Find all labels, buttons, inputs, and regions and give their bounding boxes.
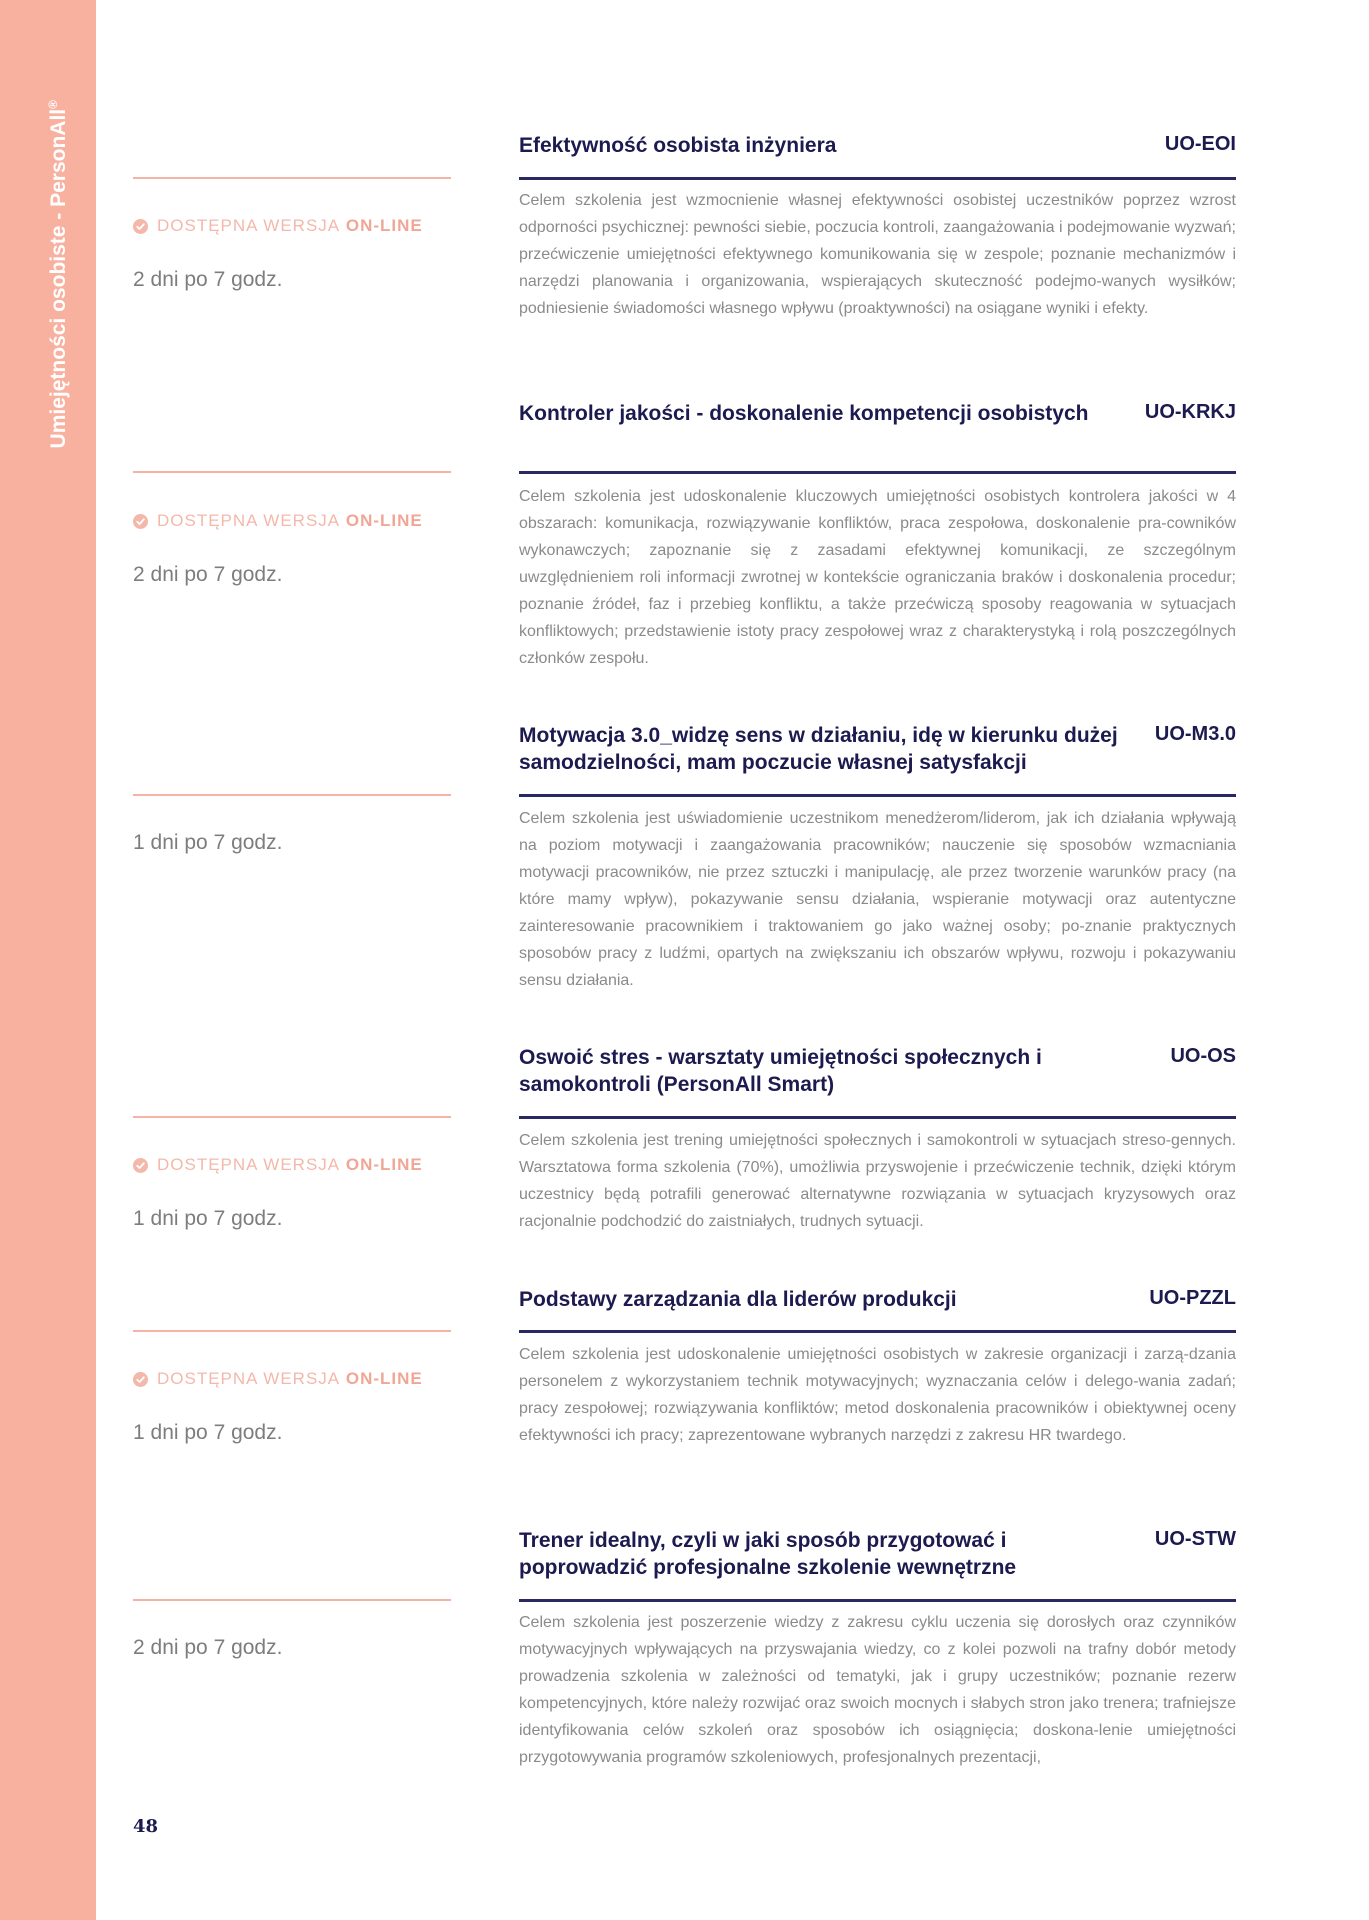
course-description: Celem szkolenia jest poszerzenie wiedzy z zakresu cyklu uczenia się dorosłych oraz czynników motywacyjnych wpływających na przyswajania wiedzy, co z kolei pozwoli na trafny dobór metody prowadzenia szkolenia w zależności od tematyki, jak i grupy uczestników; poznanie rezerw kompetencyjnych, które należy rozwijać oraz swoich mocnych i słabych stron jako trenera; trafniejsze identyfikowania celów szkoleń oraz sposobów ich osiągnięcia; doskona-lenie umiejętności przygotowywania programów szkoleniowych, profesjonalnych prezentacji,	[519, 1614, 1236, 1766]
online-suffix: ON-LINE	[345, 511, 423, 530]
left-divider	[133, 1116, 451, 1118]
check-circle-icon	[133, 1158, 148, 1173]
registered-mark: ®	[46, 100, 60, 109]
online-prefix: DOSTĘPNA WERSJA	[157, 216, 341, 235]
check-circle-icon	[133, 219, 148, 234]
online-badge	[133, 1155, 423, 1175]
course-code: UO-STW	[1154, 1528, 1236, 1550]
course-duration: 2 dni po 7 godz.	[133, 268, 283, 291]
course-description: Celem szkolenia jest wzmocnienie własnej efektywności osobistej uczestników poprzez wzrost odporności psychicznej: pewności siebie, poczucia kontroli, zaangażowania i podejmowanie wyzwań; przećwiczenie umiejętności efektywnego komunikowania się w zespole; poznanie mechanizmów i narzędzi planowania i organizowania, wspierających skuteczność podejmo-wanych wysiłków; podniesienie świadomości własnego wpływu (proaktywności) na osiągane wyniki i efekty.	[519, 192, 1236, 317]
title-divider	[519, 177, 1236, 180]
course-description: Celem szkolenia jest trening umiejętności społecznych i samokontroli w sytuacjach streso-gennych. Warsztatowa forma szkolenia (70%), umożliwia przyswojenie i przećwiczenie technik, dzięki którym uczestnicy będą potrafili generować alternatywne rozwiązania w sytuacjach kryzysowych oraz racjonalnie podchodzić do zaistniałych, trudnych sytuacji.	[519, 1132, 1236, 1230]
course-title: Trener idealny, czyli w jaki sposób przygotować i poprowadzić profesjonalne szkolenie wewnętrzne	[519, 1529, 1017, 1579]
online-prefix: DOSTĘPNA WERSJA	[157, 511, 341, 530]
course-duration: 1 dni po 7 godz.	[133, 1421, 283, 1444]
online-badge	[133, 1369, 423, 1389]
online-prefix: DOSTĘPNA WERSJA	[157, 1155, 341, 1174]
title-divider	[519, 1330, 1236, 1333]
section-title-text: Umiejętności osobiste - PersonAll	[47, 108, 70, 449]
course-duration: 2 dni po 7 godz.	[133, 1636, 283, 1659]
page-number: 48	[133, 1816, 159, 1837]
course-description: Celem szkolenia jest uświadomienie uczestnikom menedżerom/liderom, jak ich działania wpływają na poziom motywacji i zaangażowania pracowników; nauczenie się sposobów wzmacniania motywacji pracowników, nie przez sztuczki i manipulację, ale przez tworzenie warunków pracy (na które mamy wpływ), pokazywanie sensu działania, wspieranie motywacji oraz autentyczne zainteresowanie pracownikiem i traktowaniem go jako ważnej osoby; po-znanie praktycznych sposobów pracy z ludźmi, opartych na zwiększaniu ich obszarów wpływu, rozwoju i pokazywaniu sensu działania.	[519, 810, 1236, 989]
course-title: Podstawy zarządzania dla liderów produkcji	[519, 1288, 957, 1311]
online-suffix: ON-LINE	[345, 1155, 423, 1174]
online-suffix: ON-LINE	[345, 1369, 423, 1388]
course-title: Oswoić stres - warsztaty umiejętności społecznych i samokontroli (PersonAll Smart)	[519, 1046, 1042, 1096]
course-code: UO-PZZL	[1149, 1287, 1236, 1309]
course-duration: 1 dni po 7 godz.	[133, 1207, 283, 1230]
course-description: Celem szkolenia jest udoskonalenie umiejętności osobistych w zakresie organizacji i zarzą-dzania personelem z wykorzystaniem technik motywacyjnych; wyznaczania celów i delego-wania zadań; pracy zespołowej; rozwiązywania konfliktów; metod doskonalenia pracowników i obiektywnej oceny efektywności ich pracy; zaprezentowane wybranych narzędzi z zakresu HR twardego.	[519, 1346, 1236, 1444]
online-badge	[133, 511, 423, 531]
check-circle-icon	[133, 1372, 148, 1387]
course-code: UO-M3.0	[1154, 723, 1236, 745]
left-divider	[133, 794, 451, 796]
left-divider	[133, 471, 451, 473]
course-title: Motywacja 3.0_widzę sens w działaniu, idę w kierunku dużej samodzielności, mam poczucie własnej satysfakcji	[519, 724, 1118, 774]
title-divider	[519, 1116, 1236, 1119]
course-description: Celem szkolenia jest udoskonalenie kluczowych umiejętności osobistych kontrolera jakości w 4 obszarach: komunikacja, rozwiązywanie konfliktów, praca zespołowa, doskonalenie pra-cowników wykonawczych; zapoznanie się z zasadami efektywnej komunikacji, ze szczególnym uwzględnieniem roli informacji zwrotnej w kontekście ograniczania braków i doskonalenia procedur; poznanie źródeł, faz i przebieg konfliktu, a także przećwiczą sposoby reagowania w sytuacjach konfliktowych; przedstawienie istoty pracy zespołowej wraz z charakterystyką i rolą poszczególnych członków zespołu.	[519, 488, 1236, 667]
title-divider	[519, 1599, 1236, 1602]
title-divider	[519, 471, 1236, 474]
course-title: Efektywność osobista inżyniera	[519, 134, 837, 157]
course-code: UO-EOI	[1164, 133, 1236, 155]
course-code: UO-KRKJ	[1144, 401, 1236, 423]
online-suffix: ON-LINE	[345, 216, 423, 235]
course-duration: 1 dni po 7 godz.	[133, 831, 283, 854]
left-divider	[133, 1330, 451, 1332]
online-badge	[133, 216, 423, 236]
left-divider	[133, 1599, 451, 1601]
course-duration: 2 dni po 7 godz.	[133, 563, 283, 586]
left-divider	[133, 177, 451, 179]
course-title: Kontroler jakości - doskonalenie kompetencji osobistych	[519, 402, 1089, 425]
online-prefix: DOSTĘPNA WERSJA	[157, 1369, 341, 1388]
title-divider	[519, 794, 1236, 797]
course-code: UO-OS	[1170, 1045, 1236, 1067]
check-circle-icon	[133, 514, 148, 529]
